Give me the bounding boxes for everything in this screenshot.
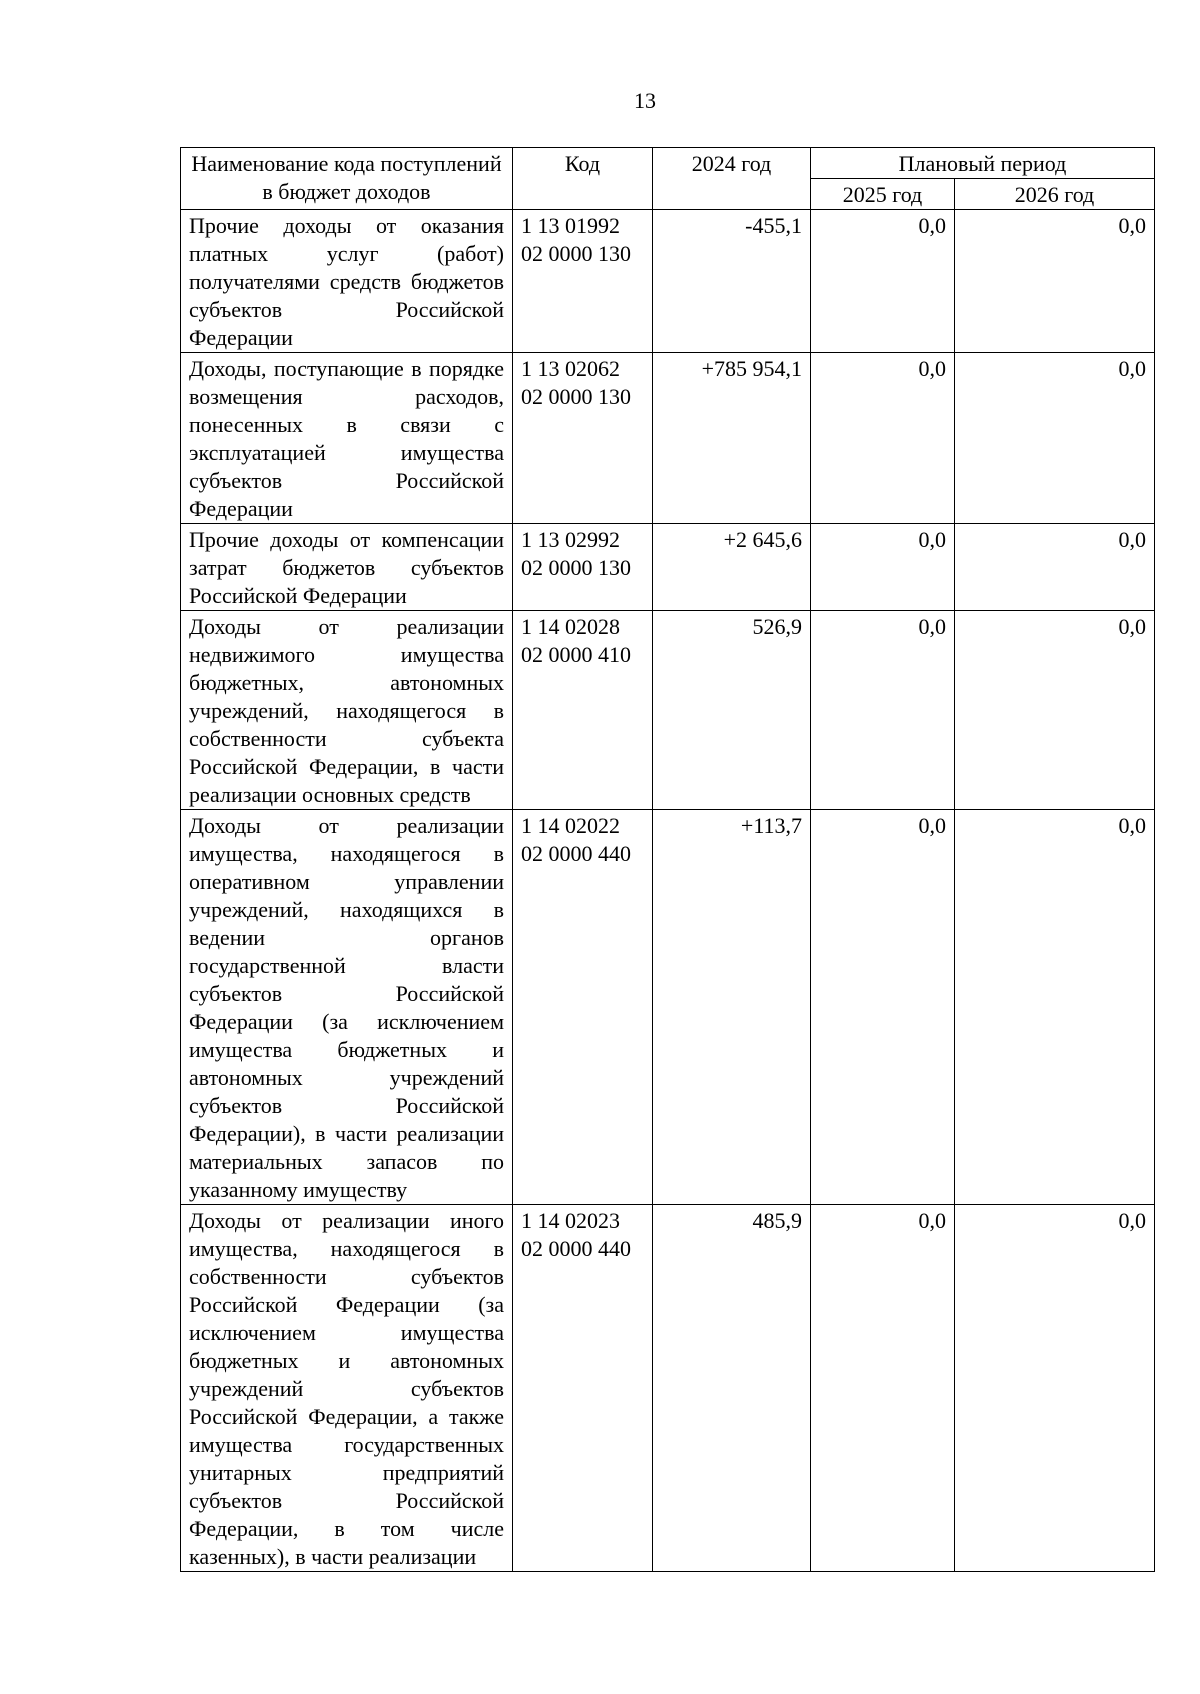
header-row-1 (181, 148, 1155, 179)
row-2026: 0,0 (955, 353, 1155, 524)
page-number: 13 (634, 88, 656, 113)
row-2026: 0,0 (955, 810, 1155, 1205)
row-2025: 0,0 (811, 524, 955, 611)
header-2025: 2025 год (811, 179, 955, 210)
row-2025: 0,0 (811, 1205, 955, 1572)
row-2025: 0,0 (811, 353, 955, 524)
row-code: 1 14 02023 02 0000 440 (513, 1205, 653, 1572)
row-name: Доходы от реализации недвижимого имущества бюджетных, автономных учреждений, находящегося в собственности субъекта Российской Федерации, в части реализации основных средств (181, 611, 513, 810)
row-2025: 0,0 (811, 210, 955, 353)
header-name: Наименование кода поступлений в бюджет доходов (181, 148, 513, 210)
row-2024: 485,9 (653, 1205, 811, 1572)
row-2026: 0,0 (955, 1205, 1155, 1572)
table-row (181, 611, 1155, 810)
row-2026: 0,0 (955, 210, 1155, 353)
revenue-table (180, 147, 1155, 1572)
row-2025: 0,0 (811, 611, 955, 810)
row-2024: -455,1 (653, 210, 811, 353)
row-name: Доходы, поступающие в порядке возмещения расходов, понесенных в связи с эксплуатацией имущества субъектов Российской Федерации (181, 353, 513, 524)
row-2025: 0,0 (811, 810, 955, 1205)
header-2024: 2024 год (653, 148, 811, 210)
row-code: 1 13 02992 02 0000 130 (513, 524, 653, 611)
row-2024: 526,9 (653, 611, 811, 810)
row-code: 1 14 02022 02 0000 440 (513, 810, 653, 1205)
row-code: 1 13 02062 02 0000 130 (513, 353, 653, 524)
row-2024: +113,7 (653, 810, 811, 1205)
row-name: Прочие доходы от компенсации затрат бюджетов субъектов Российской Федерации (181, 524, 513, 611)
row-name: Доходы от реализации иного имущества, находящегося в собственности субъектов Российской Федерации (за исключением имущества бюджетных и автономных учреждений субъектов Российской Федерации, а также имущества государственных унитарных предприятий субъектов Российской Федерации, в том числе казенных), в части реализации (181, 1205, 513, 1572)
table-row (181, 353, 1155, 524)
header-2026: 2026 год (955, 179, 1155, 210)
row-code: 1 14 02028 02 0000 410 (513, 611, 653, 810)
table-row (181, 810, 1155, 1205)
row-name: Прочие доходы от оказания платных услуг (работ) получателями средств бюджетов субъектов Российской Федерации (181, 210, 513, 353)
row-name: Доходы от реализации имущества, находящегося в оперативном управлении учреждений, находящихся в ведении органов государственной власти субъектов Российской Федерации (за исключением имущества бюджетных и автономных учреждений субъектов Российской Федерации), в части реализации материальных запасов по указанному имуществу (181, 810, 513, 1205)
row-2026: 0,0 (955, 611, 1155, 810)
table-row (181, 524, 1155, 611)
table-row (181, 210, 1155, 353)
table-row (181, 1205, 1155, 1572)
header-planned-period: Плановый период (811, 148, 1155, 179)
row-code: 1 13 01992 02 0000 130 (513, 210, 653, 353)
row-2024: +785 954,1 (653, 353, 811, 524)
row-2026: 0,0 (955, 524, 1155, 611)
row-2024: +2 645,6 (653, 524, 811, 611)
header-code: Код (513, 148, 653, 210)
